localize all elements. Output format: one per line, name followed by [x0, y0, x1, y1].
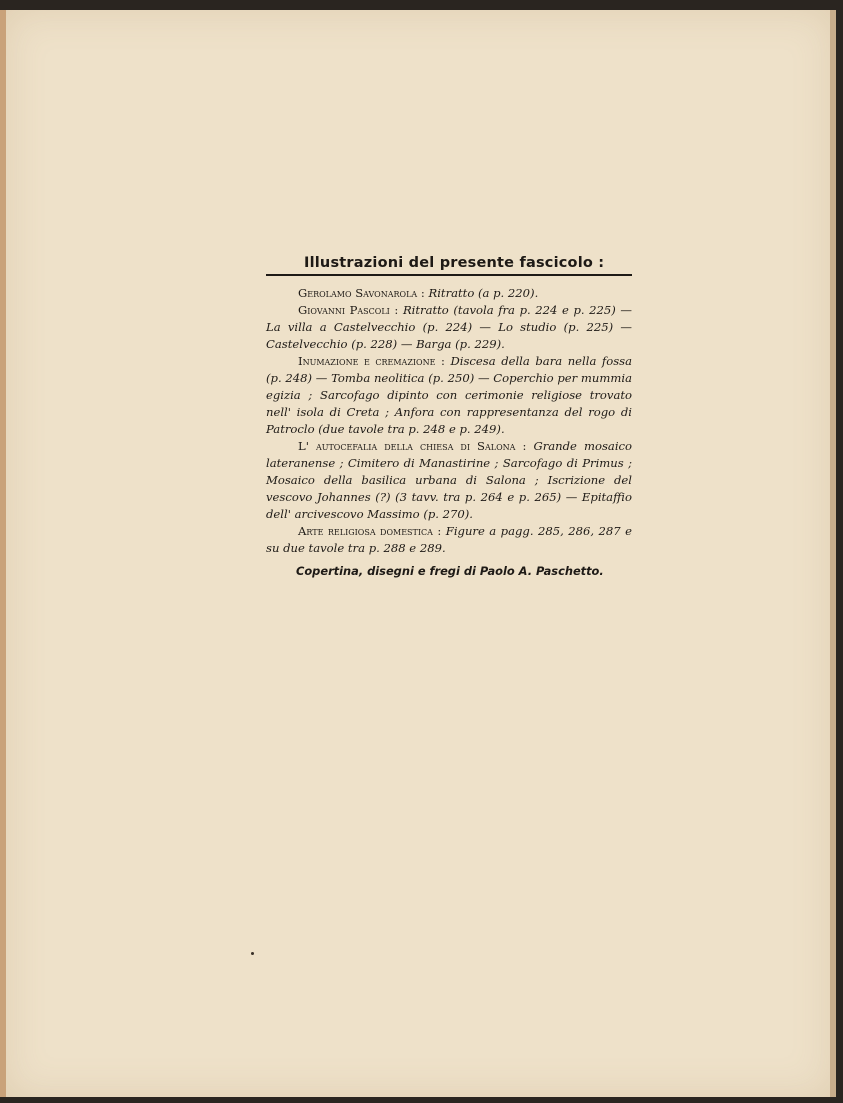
list-item	[266, 523, 632, 557]
entry-title: Gerolamo Savonarola :	[298, 286, 425, 300]
list-item	[266, 353, 632, 438]
credit-line: Copertina, disegni e fregi di Paolo A. Paschetto.	[296, 564, 604, 578]
entry-detail: Ritratto (a p. 220).	[428, 286, 539, 300]
illustrations-list	[266, 255, 632, 578]
entry-detail: Figure a pagg. 285, 286, 287 e su due tavole tra p. 288 e 289.	[266, 524, 632, 555]
list-item	[266, 285, 632, 302]
entry-detail: Ritratto (tavola fra p. 224 e p. 225) — La villa a Castelvecchio (p. 224) — Lo studio (p. 225) — Castelvecchio (p. 228) — Barga (p. 229).	[266, 303, 633, 351]
list-item	[266, 302, 632, 353]
list-item	[266, 438, 632, 523]
page-title: Illustrazioni del presente fascicolo :	[266, 255, 632, 276]
entry-title: Inumazione e cremazione :	[298, 354, 445, 368]
entry-title: Giovanni Pascoli :	[298, 303, 399, 317]
page-edge-right	[830, 10, 836, 1097]
entry-title: L' autocefalia della chiesa di Salona :	[298, 439, 527, 453]
entry-detail: Discesa della bara nella fossa (p. 248) — Tomba neolitica (p. 250) — Coperchio per mummia egizia ; Sarcofago dipinto con cerimonie religiose trovato nell' isola di Creta ; Anfora con rappresentanza del rogo di Patroclo (due tavole tra p. 248 e p. 249).	[266, 354, 633, 436]
ink-speck	[251, 952, 254, 955]
entry-title: Arte religiosa domestica :	[298, 524, 442, 538]
entry-detail: Grande mosaico lateranense ; Cimitero di Manastirine ; Sarcofago di Primus ; Mosaico della basilica urbana di Salona ; Iscrizione del vescovo Johannes (?) (3 tavv. tra p. 264 e p. 265) — Epitaffio dell' arcivescovo Massimo (p. 270).	[266, 439, 632, 521]
